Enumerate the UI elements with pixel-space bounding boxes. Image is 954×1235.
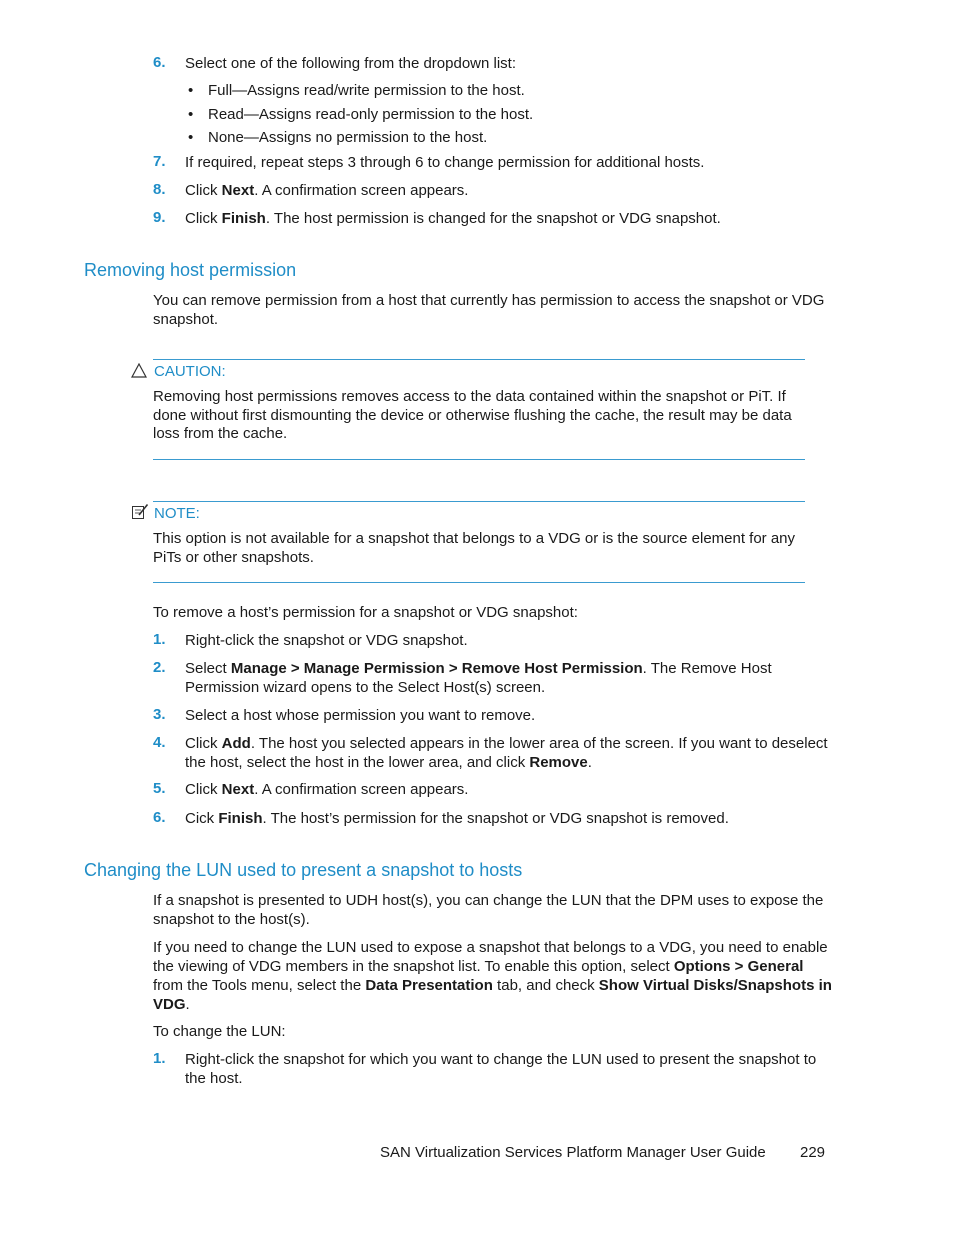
procedure-lead: To remove a host’s permission for a snapshot or VDG snapshot: [153, 604, 578, 621]
step-number: 8. [153, 181, 166, 198]
step-number: 7. [153, 153, 166, 170]
caution-top-rule [153, 359, 805, 360]
note-text: This option is not available for a snapshot that belongs to a VDG or is the source element for any PiTs or other snapshots. [153, 530, 796, 566]
bullet-item: Read—Assigns read-only permission to the host. [208, 106, 534, 123]
step-text: Click Next. A confirmation screen appears. [185, 182, 469, 199]
step-number: 9. [153, 209, 166, 226]
note-pencil-icon [131, 503, 149, 520]
step-number: 3. [153, 706, 166, 723]
section-paragraph: If you need to change the LUN used to expose a snapshot that belongs to a VDG, you need to enable the viewing of VDG members in the snapshot list. To enable this option, select Options > General from the Tools menu, select the Data Presentation tab, and check Show Virtual Disks/Snapshots in VDG. [153, 939, 832, 1013]
step-number: 4. [153, 734, 166, 751]
step-number: 6. [153, 809, 166, 826]
step-text: If required, repeat steps 3 through 6 to change permission for additional hosts. [185, 154, 705, 171]
procedure-lead: To change the LUN: [153, 1023, 286, 1040]
bullet-item: None—Assigns no permission to the host. [208, 129, 488, 146]
caution-label: CAUTION: [154, 363, 226, 380]
caution-bottom-rule [153, 459, 805, 460]
step-text: Right-click the snapshot or VDG snapshot. [185, 632, 468, 649]
section-intro: You can remove permission from a host that currently has permission to access the snapshot or VDG snapshot. [153, 292, 825, 328]
step-text: Click Add. The host you selected appears in the lower area of the screen. If you want to deselect the host, select the host in the lower area, and click Remove. [185, 735, 828, 771]
step-text: Select a host whose permission you want to remove. [185, 707, 536, 724]
step-number: 6. [153, 54, 166, 71]
step-number: 1. [153, 1050, 166, 1067]
step-text: Click Finish. The host permission is changed for the snapshot or VDG snapshot. [185, 210, 721, 227]
step-number: 5. [153, 780, 166, 797]
step-text: Click Next. A confirmation screen appears. [185, 781, 469, 798]
note-top-rule [153, 501, 805, 502]
bullet-marker: • [188, 82, 194, 99]
bullet-item: Full—Assigns read/write permission to the host. [208, 82, 525, 99]
warning-triangle-icon [131, 363, 147, 378]
page-number: 229 [800, 1144, 826, 1161]
bullet-marker: • [188, 129, 194, 146]
footer-title: SAN Virtualization Services Platform Manager User Guide [380, 1144, 766, 1161]
caution-text: Removing host permissions removes access to the data contained within the snapshot or PiT. If done without first dismounting the device or otherwise flushing the cache, the result may be data loss from the cache. [153, 388, 792, 442]
step-text: Cick Finish. The host’s permission for the snapshot or VDG snapshot is removed. [185, 810, 729, 827]
bullet-marker: • [188, 106, 194, 123]
note-label: NOTE: [154, 505, 200, 522]
step-text: Select Manage > Manage Permission > Remove Host Permission. The Remove Host Permission wizard opens to the Select Host(s) screen. [185, 660, 772, 696]
note-bottom-rule [153, 582, 805, 583]
section-heading: Removing host permission [84, 260, 297, 280]
step-number: 1. [153, 631, 166, 648]
section-heading: Changing the LUN used to present a snapshot to hosts [84, 860, 523, 880]
step-text: Select one of the following from the dropdown list: [185, 55, 517, 72]
step-number: 2. [153, 659, 166, 676]
section-paragraph: If a snapshot is presented to UDH host(s), you can change the LUN that the DPM uses to expose the snapshot to the host(s). [153, 892, 824, 928]
step-text: Right-click the snapshot for which you want to change the LUN used to present the snapshot to the host. [185, 1051, 817, 1087]
